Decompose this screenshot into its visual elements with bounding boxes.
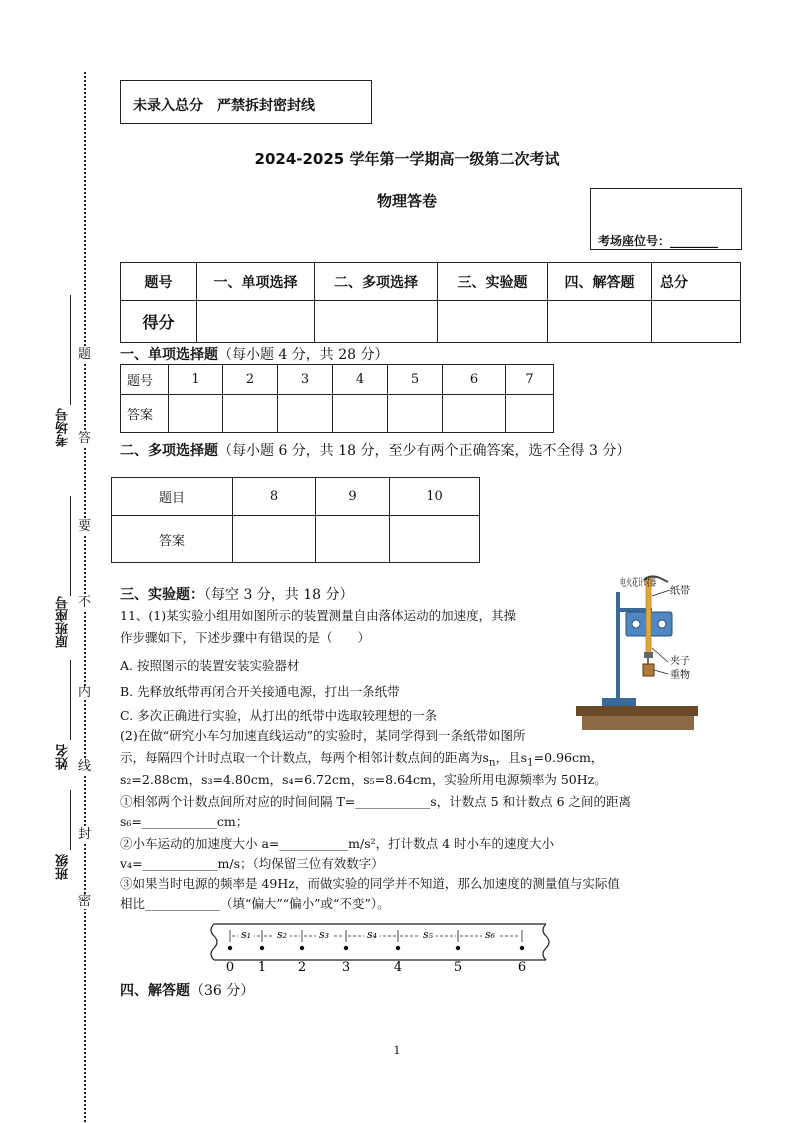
label-line	[652, 648, 668, 662]
field-label-class: 班级	[56, 854, 71, 880]
segment-label: s₆	[484, 928, 496, 941]
weight-label: 重物	[670, 670, 690, 681]
part2-text: 示，每隔四个计时点取一个计数点，每两个相邻计数点间的距离为$s_n$，且$s_1=0.96cm$，	[120, 750, 604, 769]
fill-question-3[interactable]: ③如果当时电源的频率是 49Hz，而做实验的同学并不知道，那么加速度的测量值与实际值	[120, 876, 620, 891]
answer-row-label: 答案	[112, 516, 233, 563]
score-header: 题号	[121, 263, 197, 301]
question-number: 6	[443, 365, 506, 395]
exam-title: 2024-2025 学年第一学期高一级第二次考试	[254, 150, 560, 168]
score-header: 四、解答题	[548, 263, 652, 301]
tape-label: 纸带	[670, 586, 690, 597]
q11-text: 作步骤如下，下述步骤中有错误的是（ ）	[120, 630, 371, 645]
question-number: 5	[388, 365, 443, 395]
question-number: 3	[278, 365, 333, 395]
seal-char: 题	[78, 347, 92, 362]
section3-heading: 三、实验题：（每空 3 分，共 18 分）	[120, 587, 354, 603]
seal-char: 线	[78, 759, 92, 774]
clip-label: 夹子	[670, 656, 690, 667]
fill-question-3b[interactable]: 相比____________（填“偏大”“偏小”或“不变”）。	[120, 896, 390, 911]
option-b: B. 先释放纸带再闭合开关接通电源，打出一条纸带	[120, 684, 400, 699]
answer-cell[interactable]	[388, 395, 443, 433]
fill-question-1b[interactable]: s₆=____________cm；	[120, 814, 249, 829]
table-top	[576, 706, 698, 716]
fill-question-2b[interactable]: v₄=____________m/s；（均保留三位有效数字）	[120, 856, 384, 871]
score-cell[interactable]	[438, 301, 548, 343]
score-row-label: 得分	[121, 301, 197, 343]
score-header: 二、多项选择	[315, 263, 438, 301]
counting-point	[228, 946, 232, 950]
answer-cell[interactable]	[233, 516, 316, 563]
answer-cell[interactable]	[333, 395, 388, 433]
option-a: A. 按照图示的装置安装实验器材	[120, 658, 300, 673]
segment-label: s₄	[366, 928, 378, 941]
counting-point	[520, 946, 524, 950]
point-label: 1	[257, 960, 267, 974]
section4-heading: 四、解答题（36 分）	[120, 983, 255, 999]
clip	[644, 652, 653, 658]
single-choice-table	[120, 364, 554, 433]
seal-notice: 未录入总分 严禁拆封密封线	[120, 80, 372, 124]
point-label: 6	[517, 960, 527, 974]
weight	[643, 664, 654, 676]
part2-text: (2)在做“研究小车匀加速直线运动”的实验时，某同学得到一条纸带如图所	[120, 728, 526, 743]
seal-char: 不	[78, 595, 92, 610]
question-number: 2	[223, 365, 278, 395]
paper-tape	[646, 578, 651, 656]
field-label-name: 姓名	[56, 744, 71, 770]
segment-label: s₃	[318, 928, 330, 941]
page-number: 1	[393, 1044, 401, 1057]
answer-cell[interactable]	[223, 395, 278, 433]
tape-right-edge	[543, 924, 549, 960]
q11-text: 11、(1)某实验小组用如图所示的装置测量自由落体运动的加速度，其操	[120, 608, 517, 623]
score-header: 一、单项选择	[197, 263, 315, 301]
score-header: 三、实验题	[438, 263, 548, 301]
question-number: 8	[233, 478, 316, 516]
seal-char: 答	[78, 431, 92, 446]
counting-point	[300, 946, 304, 950]
answer-cell[interactable]	[278, 395, 333, 433]
question-number: 1	[169, 365, 223, 395]
field-label-class-seat: 原班座号	[56, 596, 71, 648]
fill-question-1[interactable]: ①相邻两个计数点间所对应的时间间隔 T=____________s，计数点 5 和计数点 6 之间的距离	[120, 794, 631, 809]
table-edge	[582, 716, 694, 730]
seal-char: 要	[78, 519, 92, 534]
exam-subtitle: 物理答卷	[376, 192, 437, 210]
answer-cell[interactable]	[169, 395, 223, 433]
question-number: 10	[390, 478, 480, 516]
score-cell[interactable]	[197, 301, 315, 343]
answer-cell[interactable]	[390, 516, 480, 563]
answer-header-label: 题目	[112, 478, 233, 516]
point-label: 3	[341, 960, 351, 974]
point-label: 2	[297, 960, 307, 974]
score-header: 总分	[652, 263, 741, 301]
field-line-class	[70, 790, 71, 850]
timer-knob	[658, 620, 666, 628]
tape-left-edge	[211, 924, 217, 960]
score-cell[interactable]	[315, 301, 438, 343]
field-line-class-seat	[70, 496, 71, 596]
answer-cell[interactable]	[316, 516, 390, 563]
part2-text: s₂=2.88cm，s₃=4.80cm，s₄=6.72cm，s₅=8.64cm，实验所用电源频率为 50Hz。	[120, 772, 607, 787]
score-cell[interactable]	[548, 301, 652, 343]
question-number: 9	[316, 478, 390, 516]
paper-tape-figure	[204, 918, 556, 974]
segment-label: s₅	[422, 928, 434, 941]
label-line	[654, 670, 668, 674]
free-fall-apparatus-figure	[574, 572, 702, 730]
seat-number-label: 考场座位号：________	[598, 234, 719, 248]
multi-choice-table	[111, 477, 480, 563]
question-number: 7	[506, 365, 554, 395]
counting-point	[396, 946, 400, 950]
counting-point	[456, 946, 460, 950]
segment-label: s₁	[240, 928, 252, 941]
answer-cell[interactable]	[506, 395, 554, 433]
point-label: 5	[453, 960, 463, 974]
answer-row-label: 答案	[121, 395, 169, 433]
seal-char: 内	[78, 685, 92, 700]
option-c: C. 多次正确进行实验，从打出的纸带中选取较理想的一条	[120, 708, 438, 723]
section1-heading: 一、单项选择题（每小题 4 分，共 28 分）	[120, 347, 389, 363]
field-line-exam-room	[70, 295, 71, 405]
counting-point	[344, 946, 348, 950]
answer-cell[interactable]	[443, 395, 506, 433]
timer-label: 电火花计时器	[620, 578, 680, 589]
segment-label: s₂	[276, 928, 288, 941]
counting-point	[260, 946, 264, 950]
section2-heading: 二、多项选择题（每小题 6 分，共 18 分，至少有两个正确答案，选不全得 3 分）	[120, 443, 631, 459]
seal-char: 密	[78, 894, 92, 909]
question-number: 4	[333, 365, 388, 395]
seal-char: 封	[78, 827, 92, 842]
field-line-name	[70, 660, 71, 740]
point-label: 0	[225, 960, 235, 974]
answer-header-label: 题号	[121, 365, 169, 395]
fill-question-2[interactable]: ②小车运动的加速度大小 a=___________m/s²，打计数点 4 时小车的速度大小	[120, 836, 555, 851]
timer-knob	[632, 620, 640, 628]
label-line	[652, 590, 670, 596]
score-table	[120, 262, 741, 343]
point-label: 4	[393, 960, 403, 974]
score-cell[interactable]	[652, 301, 741, 343]
field-label-exam-room: 考场号	[56, 408, 71, 447]
